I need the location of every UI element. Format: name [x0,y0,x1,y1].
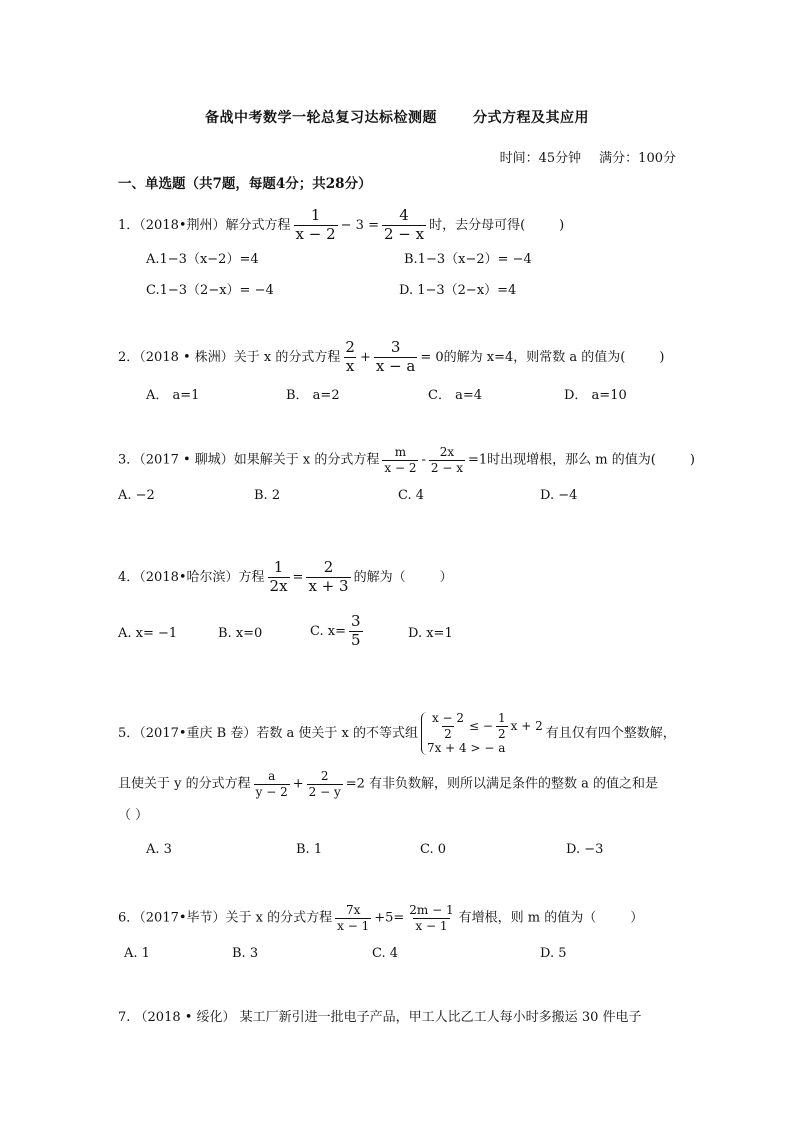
q4-f1-num: 1 [273,558,284,576]
q5-prefix: 5．（2017•重庆 B 卷）若数 a 使关于 x 的不等式组 [118,726,418,742]
q3-f1-num: m [394,445,407,459]
q2-mid: = 0 [420,349,444,365]
q3-option-b: B. 2 [254,488,281,503]
q4-option-d: D. x=1 [408,626,453,641]
q5-inequality-system [421,712,543,755]
q5-plus: + [292,776,304,792]
q2-fraction-2 [374,340,418,375]
q4-eq: = [292,569,304,585]
question-7: 7. （2018 • 绥化） 某工厂新引进一批电子产品，甲工人比乙工人每小时多搬运 30 件电子 [118,1010,642,1025]
q4-prefix: 4．（2018•哈尔滨）方程 [118,569,265,585]
q5-option-a: A. 3 [146,842,172,857]
q1-option-b: B.1−3（x−2）= −4 [404,252,532,267]
q1-f2-den: 2 − x [383,224,425,243]
document-subtitle: 分式方程及其应用 [473,110,589,126]
q1-option-d: D. 1−3（2−x）=4 [399,283,517,298]
q2-f1-num: 2 [345,338,355,356]
q4-option-c [310,614,366,649]
q3-f1-den: x − 2 [384,460,417,475]
q4-f2-num: 2 [323,558,334,576]
question-6 [118,904,643,932]
q5-sys-frac-2 [496,712,508,740]
q6-f1-num: 7x [345,903,361,917]
q2-close: ) [659,349,665,365]
q4-f1-den: 2x [269,576,288,595]
q3-option-d: D. −4 [540,488,578,503]
q1-suffix: 时，去分母可得( [429,217,526,233]
q6-prefix: 6．（2017•毕节）关于 x 的分式方程 [118,910,333,926]
page-title [0,107,794,127]
full-score: 满分：100分 [599,151,676,166]
q1-close: ) [559,217,565,233]
q4-option-c-fraction [349,614,363,649]
q5-option-c: C. 0 [420,842,447,857]
q5-line2-prefix: 且使关于 y 的分式方程 [118,776,251,792]
q4-option-c-label: C. x= [310,623,346,639]
q2-option-d: D． a=10 [564,388,627,403]
q3-fraction-2 [429,446,465,474]
q4-option-a: A. x= −1 [118,626,178,641]
q6-close: ） [630,910,644,926]
q5-sys-num-1: x − 2 [431,711,465,725]
document-title: 备战中考数学一轮总复习达标检测题 [205,110,437,126]
q6-f1-den: x − 1 [337,918,370,933]
q2-option-b: B． a=2 [286,388,340,403]
q2-f1-den: x [345,356,355,375]
exam-meta [500,147,676,166]
q5-suffix: 有且仅有四个整数解， [545,726,676,742]
q5-f1-den: y − 2 [255,784,288,799]
q4-optc-num: 3 [350,612,361,630]
q5-fraction-2 [307,770,343,798]
question-3 [118,446,695,474]
q5-f1-num: a [268,769,276,783]
q3-suffix: =1时出现增根，那么 m 的值为( [467,452,656,468]
q3-f2-num: 2x [439,445,455,459]
q2-plus: + [359,349,371,365]
question-1 [118,208,564,243]
question-4 [118,560,453,595]
question-2 [118,340,664,375]
q6-option-a: A. 1 [124,946,150,961]
question-5-line-2 [118,770,658,798]
q6-suffix: 有增根，则 m 的值为（ [458,910,597,926]
q4-option-b: B. x=0 [218,626,263,641]
q3-fraction-1 [382,446,418,474]
q5-sys-mid: ≤ − [469,718,493,733]
q2-f2-num: 3 [390,338,401,356]
q3-option-c: C. 4 [398,488,425,503]
q4-f2-den: x + 3 [308,576,349,595]
q5-system-row-1 [427,712,543,740]
q4-fraction-1 [268,560,290,595]
q5-sys-den-1: 2 [444,726,452,741]
q5-sys-frac-1 [430,712,466,740]
q6-option-d: D. 5 [540,946,567,961]
q1-fraction-1 [294,208,338,243]
q1-f1-den: x − 2 [295,224,336,243]
section-heading: 一、单选题（共7题，每题4分；共28分） [118,176,372,192]
q6-mid: +5= [374,910,405,926]
q6-fraction-2 [407,904,455,932]
q5-sys-num-2: 1 [497,711,506,725]
q2-fraction-1 [343,340,357,375]
q6-f2-den: x − 1 [415,918,448,933]
q4-optc-den: 5 [350,630,361,649]
q5-f2-den: 2 − y [308,784,341,799]
q1-mid: − 3 = [340,217,379,233]
q4-suffix: 的解为（ [353,569,406,585]
q3-dot: - [421,452,426,468]
q3-f2-den: 2 − x [430,460,463,475]
q4-fraction-2 [306,560,350,595]
q5-answer-paren: （ ） [118,808,149,823]
question-5 [118,712,676,755]
q4-close: ） [439,569,453,585]
q3-prefix: 3．（2017 • 聊城）如果解关于 x 的分式方程 [118,452,380,468]
q5-f2-num: 2 [320,769,329,783]
q2-option-c: C． a=4 [428,388,482,403]
q6-fraction-1 [335,904,371,932]
q5-sys-tail: x + 2 [510,718,543,733]
q5-fraction-1 [254,770,290,798]
q5-sys-den-2: 2 [497,726,506,741]
q5-line2-suffix: =2 有非负数解，则所以满足条件的整数 a 的值之和是 [345,776,659,792]
time-limit: 时间：45分钟 [499,151,582,166]
q1-f2-num: 4 [399,206,409,224]
q1-option-c: C.1−3（2−x）= −4 [146,283,274,298]
q2-option-a: A． a=1 [146,388,200,403]
q5-system-row-2: 7x + 4 > − a [426,741,506,756]
q5-option-b: B. 1 [296,842,323,857]
q6-f2-num: 2m − 1 [409,903,454,917]
q1-option-a: A.1−3（x−2）=4 [146,252,259,267]
q1-f1-num: 1 [310,206,321,224]
q2-suffix: 的解为 x=4，则常数 a 的值为( [443,349,626,365]
q2-f2-den: x − a [375,356,416,375]
q3-option-a: A. −2 [118,488,155,503]
q6-option-c: C. 4 [372,946,399,961]
q5-option-d: D. −3 [566,842,604,857]
q2-prefix: 2．（2018 • 株洲）关于 x 的分式方程 [118,349,341,365]
q1-prefix: 1．（2018•荆州）解分式方程 [118,217,291,233]
q6-option-b: B. 3 [232,946,259,961]
q1-fraction-2 [382,208,426,243]
q3-close: ) [689,452,695,468]
